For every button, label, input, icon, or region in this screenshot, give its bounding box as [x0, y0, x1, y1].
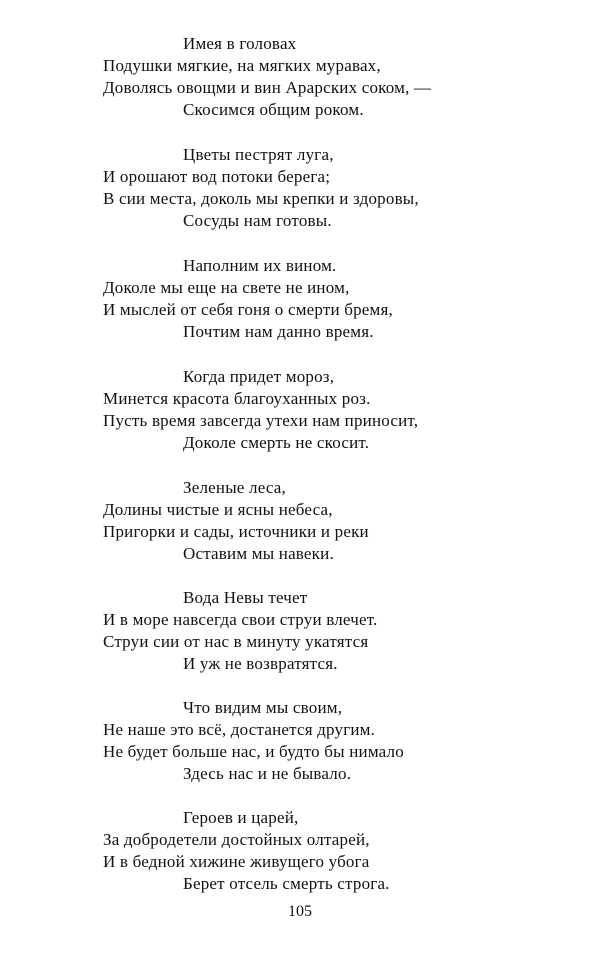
- stanza-7: [103, 697, 583, 785]
- poem-line: За добродетели достойных олтарей,: [103, 830, 370, 849]
- stanza-8: [103, 807, 583, 895]
- poem-line: Пригорки и сады, источники и реки: [103, 522, 369, 541]
- stanza-5: [103, 477, 583, 565]
- poem-line: Скосимся общим роком.: [183, 100, 364, 119]
- poem-line: Доколе мы еще на свете не ином,: [103, 278, 350, 297]
- poem-line: Пусть время завсегда утехи нам приносит,: [103, 411, 419, 430]
- poem-line: Берет отсель смерть строга.: [183, 874, 390, 893]
- poem-line: Не будет больше нас, и будто бы нимало: [103, 742, 404, 761]
- poem-line: Зеленые леса,: [183, 478, 287, 497]
- poem-line: И уж не возвратятся.: [183, 654, 338, 673]
- poem-line: И в бедной хижине живущего убога: [103, 852, 370, 871]
- poem-line: Оставим мы навеки.: [183, 544, 334, 563]
- poem-line: Минется красота благоуханных роз.: [103, 389, 371, 408]
- poem-line: Не наше это всё, достанется другим.: [103, 720, 376, 739]
- poem-line: Цветы пестрят луга,: [183, 145, 334, 164]
- page-number: 105: [288, 903, 312, 920]
- poem-line: Что видим мы своим,: [183, 698, 343, 717]
- poem-line: Вода Невы течет: [183, 588, 308, 607]
- stanza-1: [103, 33, 583, 121]
- stanza-2: [103, 144, 583, 232]
- stanza-4: [103, 366, 583, 454]
- poem-line: В сии места, доколь мы крепки и здоровы,: [103, 189, 419, 208]
- poem-line: И орошают вод потоки берега;: [103, 167, 331, 186]
- poem-line: Здесь нас и не бывало.: [183, 764, 352, 783]
- poem-line: Долины чистые и ясны небеса,: [103, 500, 333, 519]
- stanza-3: [103, 255, 583, 343]
- poem-line: И в море навсегда свои струи влечет.: [103, 610, 378, 629]
- poem-line: Наполним их вином.: [183, 256, 337, 275]
- poem-line: Когда придет мороз,: [183, 367, 335, 386]
- poem-line: Почтим нам данно время.: [183, 322, 374, 341]
- poem-line: И мыслей от себя гоня о смерти бремя,: [103, 300, 393, 319]
- poem-line: Подушки мягкие, на мягких муравах,: [103, 56, 381, 75]
- poem-line: Доволясь овощми и вин Арарских соком, —: [103, 78, 432, 97]
- poem-line: Имея в головах: [183, 34, 297, 53]
- poem-line: Героев и царей,: [183, 808, 299, 827]
- poem-line: Струи сии от нас в минуту укатятся: [103, 632, 369, 651]
- poem-line: Доколе смерть не скосит.: [183, 433, 370, 452]
- stanza-6: [103, 587, 583, 675]
- poem-line: Сосуды нам готовы.: [183, 211, 332, 230]
